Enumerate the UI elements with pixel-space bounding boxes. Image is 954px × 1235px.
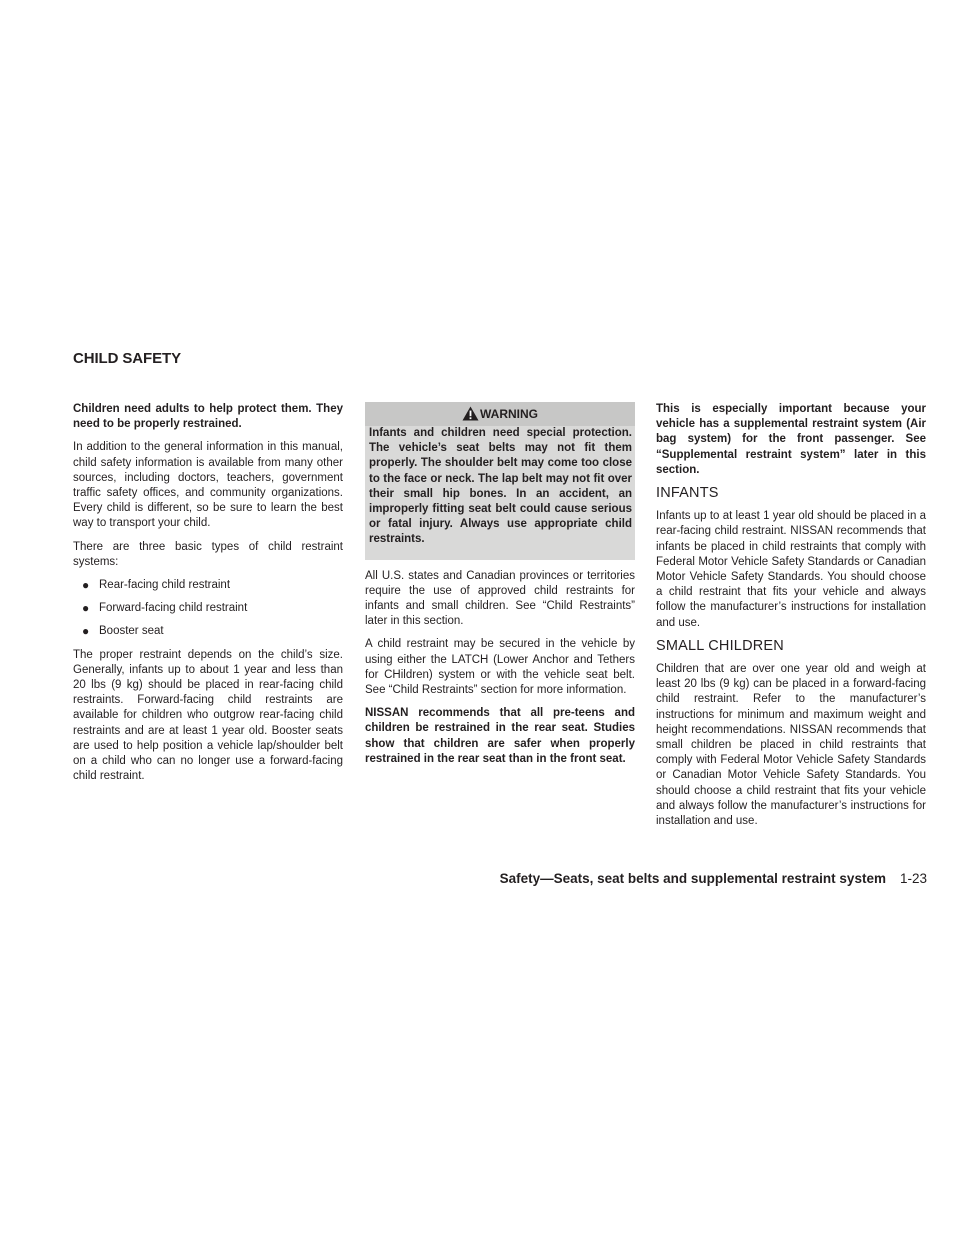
airbag-note-paragraph: This is especially important because your vehicle has a supplemental restraint system (Air bag system) for the front passenger. See “Supplemental restraint system” later in this section. [656,403,926,476]
page-footer [500,871,927,886]
list-item-label: Forward-facing child restraint [99,602,248,615]
state-law-paragraph: All U.S. states and Canadian provinces or territories require the use of approved child restraints for infants and small children. See “Child Restraints” later in this section. [365,569,635,628]
restraint-types-list [73,578,343,640]
latch-paragraph: A child restraint may be secured in the vehicle by using either the LATCH (Lower Anchor and Tethers for CHildren) system or with the vehicle seat belt. See “Child Restraints” section for more information. [365,638,635,697]
infants-paragraph: Infants up to at least 1 year old should be placed in a rear-facing child restraint. NISSAN recommends that infants be placed in child restraints that comply with Federal Motor Vehicle Safety Standards or Canadian Motor Vehicle Safety Standards. You should choose a child restraint that fits your vehicle and always follow the manufacturer’s instructions for installation and use. [656,510,926,629]
proper-restraint-paragraph: The proper restraint depends on the child’s size. Generally, infants up to about 1 year and less than 20 lbs (9 kg) should be placed in rear-facing child restraints. Forward-facing child restraints are available for children who outgrow rear-facing child restraints and are at least 1 year old. Booster seats are used to help position a vehicle lap/shoulder belt on a child who can no longer use a forward-facing child restraint. [73,648,343,783]
list-item [73,624,343,639]
warning-text: Infants and children need special protection. The vehicle’s seat belts may not fit them properly. The shoulder belt may come too close to the face or neck. The lap belt may not fit over their small hip bones. In an accident, an improperly fitting seat belt could cause serious or fatal injury. Always use appropriate child restraints. [369,427,632,546]
infants-heading: INFANTS [656,485,719,502]
list-item-label: Booster seat [99,625,164,638]
list-item [73,578,343,593]
list-item-label: Rear-facing child restraint [99,579,231,592]
warning-box [365,402,635,560]
rear-seat-recommendation: NISSAN recommends that all pre-teens and children be restrained in the rear seat. Studies show that children are safer when properly restrained in the rear seat than in the front seat. [365,707,635,765]
column-right [656,402,926,837]
page-number: 1-23 [899,871,927,886]
small-children-heading: SMALL CHILDREN [656,637,784,654]
warning-triangle-icon [462,406,479,421]
column-middle [365,402,635,775]
restraint-types-intro: There are three basic types of child restraint systems: [73,540,343,568]
general-info-paragraph: In addition to the general information in this manual, child safety information is available from many other sources, including doctors, teachers, government traffic safety offices, and community organizations. Every child is different, so be sure to learn the best way to transport your child. [73,441,343,530]
intro-bold-paragraph: Children need adults to help protect them. They need to be properly restrained. [73,403,343,431]
column-left [73,402,343,792]
bullet-icon: ● [82,601,90,616]
chapter-title: Safety—Seats, seat belts and supplemental restraint system [499,871,886,886]
bullet-icon: ● [82,578,90,593]
list-item [73,601,343,616]
section-title: CHILD SAFETY [73,350,181,367]
small-children-paragraph: Children that are over one year old and weigh at least 20 lbs (9 kg) can be placed in a forward-facing child restraint. Refer to the manufacturer’s instructions for minimum and maximum weight and height recommendations. NISSAN recommends that small children be placed in child restraints that comply with Federal Motor Vehicle Safety Standards or Canadian Motor Vehicle Safety Standards. You should choose a child restraint that fits your vehicle and always follow the manufacturer’s instructions for installation and use. [656,663,926,828]
warning-header [365,402,635,426]
bullet-icon: ● [82,624,90,639]
warning-label: WARNING [480,407,538,421]
